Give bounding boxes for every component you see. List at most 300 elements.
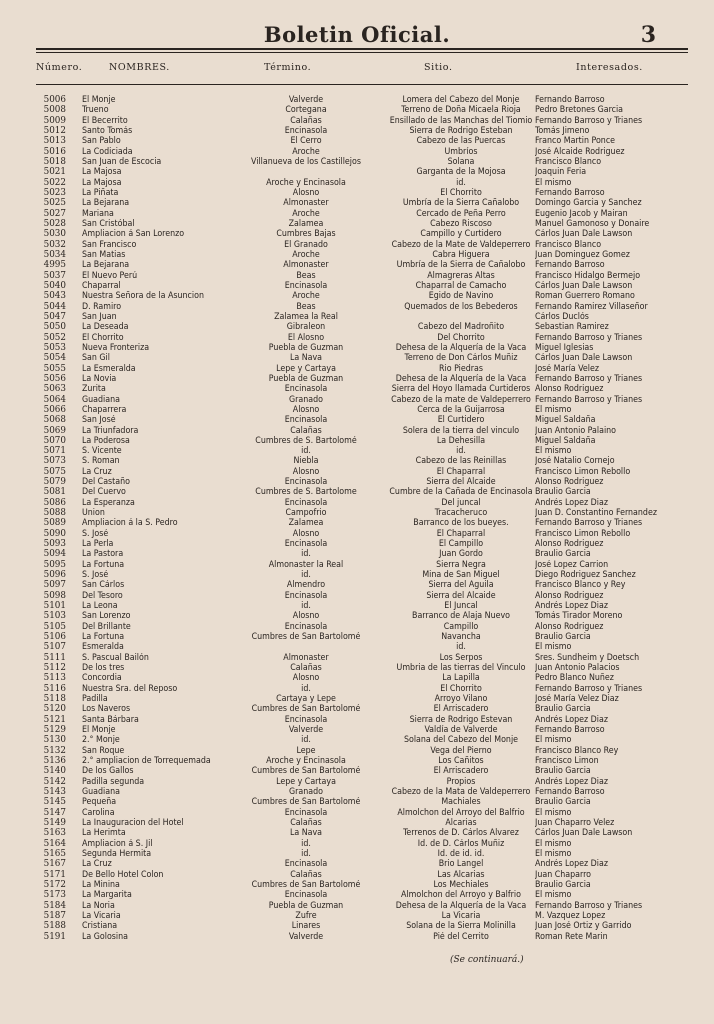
entry-number: 5094 (43, 549, 66, 560)
entry-name: De los tres (82, 663, 125, 674)
entry-interesado: Tomás Tirador Moreno (535, 611, 623, 622)
table-row (36, 271, 688, 281)
table-row (36, 126, 688, 136)
entry-sitio: Umbría de la Sierra de Cañalobo (396, 260, 526, 271)
entry-name: La Esmeralda (82, 363, 136, 374)
table-row (36, 467, 688, 477)
entry-sitio: El Campillo (438, 539, 484, 550)
entry-termino: Cumbres de San Bartolomé (251, 879, 361, 890)
entry-number: 5184 (43, 900, 66, 911)
entry-sitio: Cabezo de la mate de Valdeperrero (391, 394, 531, 405)
entry-termino: La Nava (289, 828, 323, 839)
header-termino: Término. (264, 62, 312, 73)
entry-interesado: Cárlos Juan Dale Lawson (535, 229, 633, 240)
entry-number: 5188 (43, 921, 66, 932)
entry-number: 5107 (43, 642, 66, 653)
entry-interesado: El mismo (535, 807, 572, 818)
entry-termino: Almonaster (283, 652, 329, 663)
entry-sitio: Cabezo de la Mate de Valdeperrero (391, 239, 531, 250)
entry-number: 4995 (43, 260, 66, 271)
entry-interesado: Braulio Garcia (535, 487, 591, 498)
entry-name: Mariana (82, 208, 114, 219)
entry-interesado: Francisco Limon Rebollo (535, 466, 631, 477)
entry-number: 5121 (43, 714, 66, 725)
entry-number: 5066 (43, 404, 66, 415)
entry-number: 5111 (43, 652, 66, 663)
entry-interesado: Miguel Iglesias (535, 342, 594, 353)
entry-number: 5034 (43, 249, 66, 260)
entry-number: 5106 (43, 632, 66, 643)
table-row (36, 529, 688, 539)
entry-name: Ampliacion á San Lorenzo (82, 229, 185, 240)
table-row (36, 240, 688, 250)
entry-interesado: M. Vazquez Lopez (535, 910, 606, 921)
entry-number: 5187 (43, 910, 66, 921)
entry-sitio: Almagreras Altas (427, 270, 495, 281)
entry-name: Nuestra Sra. del Reposo (82, 683, 178, 694)
entry-name: Esmeralda (82, 642, 124, 653)
entry-termino: Granado (289, 394, 323, 405)
entry-name: San José (82, 415, 116, 426)
entry-termino: Alosno (292, 187, 320, 198)
entry-interesado: Francisco Limon Rebollo (535, 528, 631, 539)
entry-name: La Majosa (82, 177, 122, 188)
entry-name: Nueva Fronteriza (82, 342, 150, 353)
entry-name: La Golosina (82, 931, 128, 942)
entry-name: La Margarita (82, 890, 132, 901)
entry-interesado: Fernando Barroso y Trianes (535, 394, 643, 405)
table-row (36, 178, 688, 188)
table-row (36, 653, 688, 663)
entry-interesado: Fernando Barroso y Trianes (535, 332, 643, 343)
entry-interesado: El mismo (535, 890, 572, 901)
entry-interesado: Fernando Barroso (535, 786, 605, 797)
entry-interesado: Andrés Lopez Diaz (535, 601, 608, 612)
entry-sitio: Cabezo del Madroñito (417, 322, 505, 333)
table-row (36, 932, 688, 942)
entry-number: 5086 (43, 497, 66, 508)
entry-name: La Vicaria (82, 910, 121, 921)
entry-name: Nuestra Señora de la Asuncion (82, 291, 204, 302)
table-row (36, 632, 688, 642)
table-row (36, 663, 688, 673)
entry-sitio: El Chaparral (436, 528, 486, 539)
entry-number: 5025 (43, 198, 66, 209)
entry-termino: Encinasola (284, 807, 328, 818)
entry-name: Santo Tomás (82, 125, 133, 136)
entry-interesado: El mismo (535, 177, 572, 188)
entry-termino: Aroche y Encinasola (266, 756, 346, 766)
table-row (36, 405, 688, 415)
entry-interesado: Juan Dominguez Gomez (535, 249, 630, 260)
entry-name: La Bejarana (82, 260, 130, 271)
table-row (36, 580, 688, 590)
table-row (36, 415, 688, 425)
top-rule (36, 48, 688, 50)
entry-name: La Fortuna (82, 559, 125, 570)
table-row (36, 777, 688, 787)
entry-name: El Becerrito (82, 115, 128, 126)
entry-name: La Minina (82, 879, 120, 890)
entry-termino: Almonaster (283, 198, 329, 209)
entry-interesado: Francisco Blanco (535, 156, 602, 167)
entry-sitio: Sierra del Hoyo llamada Curtideros (391, 384, 531, 395)
entry-name: Del Castaño (82, 477, 130, 488)
entry-sitio: Chaparral de Camacho (415, 280, 507, 291)
table-row (36, 198, 688, 208)
entry-name: S. Vicente (82, 446, 122, 457)
entry-name: S. Pascual Bailón (82, 652, 149, 663)
entry-sitio: Egido de Navino (428, 291, 494, 302)
entry-interesado: José María Velez (535, 363, 599, 374)
table-row (36, 384, 688, 394)
entry-number: 5044 (43, 301, 66, 312)
entry-termino: Cartaya y Lepe (276, 694, 336, 705)
entry-number: 5103 (43, 611, 66, 622)
entry-name: El Monje (82, 95, 116, 105)
entry-number: 5112 (43, 663, 66, 674)
entry-name: La Piñata (82, 187, 119, 198)
entry-sitio: Sierra del Alcaide (426, 590, 496, 601)
table-row (36, 890, 688, 900)
entry-name: San Cristóbal (82, 218, 135, 229)
header-interesados: Interesados. (576, 62, 643, 73)
entry-interesado: Sres. Sundheim y Doetsch (535, 652, 640, 663)
entry-sitio: Terreno de Doña Micaela Rioja (401, 105, 521, 116)
entry-interesado: Andrés Lopez Diaz (535, 776, 608, 787)
entry-name: San Pablo (82, 136, 121, 147)
entry-termino: Beas (296, 301, 316, 312)
entry-sitio: Rio Piedras (439, 363, 483, 374)
entry-termino: Aroche y Encinasola (266, 177, 346, 188)
entry-number: 5054 (43, 353, 66, 364)
entry-termino: Alosno (292, 404, 320, 415)
entry-interesado: Roman Guerrero Romano (535, 291, 635, 302)
entry-termino: Encinasola (284, 714, 328, 725)
entry-sitio: El Chorrito (440, 187, 482, 198)
entry-interesado: Braulio Garcia (535, 879, 591, 890)
entry-sitio: Terreno de Don Cárlos Muñiz (404, 353, 518, 364)
entry-interesado: Cárlos Duclós (535, 311, 589, 322)
entry-termino: Gibraleon (286, 322, 326, 333)
entry-name: Los Naveros (82, 704, 131, 715)
entry-termino: Encinasola (284, 539, 328, 550)
entry-interesado: Miguel Saldaña (535, 435, 596, 446)
entry-sitio: El Arriscadero (433, 704, 489, 715)
entry-name: Ampliacion á S. Jil (82, 838, 153, 849)
continued-note: (Se continuará.) (450, 955, 524, 965)
entry-interesado: Braulio Garcia (535, 549, 591, 560)
entry-sitio: Cercado de Peña Perro (416, 208, 506, 219)
table-row (36, 725, 688, 735)
entry-interesado: Domingo Garcia y Sanchez (535, 198, 642, 209)
page-title: Boletin Oficial. (263, 22, 451, 47)
entry-sitio: Garganta de la Mojosa (416, 167, 506, 178)
entry-name: De Bello Hotel Colon (82, 869, 164, 880)
entry-interesado: El mismo (535, 735, 572, 746)
table-row (36, 446, 688, 456)
entry-name: La Inauguracion del Hotel (82, 817, 184, 828)
entry-name: San Lorenzo (82, 611, 131, 622)
entry-termino: Almonaster la Real (268, 559, 344, 570)
entry-name: La Leona (82, 601, 118, 612)
entry-name: La Majosa (82, 167, 122, 178)
table-row (36, 343, 688, 353)
table-row (36, 260, 688, 270)
table-row (36, 291, 688, 301)
entry-interesado: Fernando Barroso y Trianes (535, 900, 643, 911)
entry-sitio: La Dehesilla (436, 435, 486, 446)
entry-number: 5090 (43, 528, 66, 539)
entry-termino: Valverde (288, 725, 324, 736)
entry-sitio: Vega del Pierno (430, 745, 492, 756)
entry-termino: Alosno (292, 528, 320, 539)
table-row (36, 601, 688, 611)
entry-sitio: Del Chorrito (437, 332, 485, 343)
table-row (36, 735, 688, 745)
entry-termino: Encinasola (284, 859, 328, 870)
entry-number: 5164 (43, 838, 66, 849)
entry-number: 5172 (43, 879, 66, 890)
table-row (36, 539, 688, 549)
entry-interesado: Roman Rete Marin (535, 931, 608, 942)
table-row (36, 219, 688, 229)
entry-number: 5047 (43, 311, 66, 322)
entry-number: 5032 (43, 239, 66, 250)
entry-sitio: Umbría de la Sierra Cañalobo (402, 198, 520, 209)
table-row (36, 188, 688, 198)
table-row (36, 518, 688, 528)
table-row (36, 684, 688, 694)
entry-termino: Zalamea la Real (274, 311, 338, 322)
entry-interesado: Alonso Rodriguez (535, 384, 604, 395)
entry-termino: Cumbres de S. Bartolomé (255, 435, 357, 446)
header-numero: Número. (36, 62, 83, 73)
entry-sitio: Brio Langel (438, 859, 484, 870)
entry-termino: id. (301, 570, 311, 581)
entry-interesado: Cárlos Juan Dale Lawson (535, 353, 633, 364)
table-row (36, 95, 688, 105)
entry-number: 5064 (43, 394, 66, 405)
table-row (36, 849, 688, 859)
entry-sitio: Lomera del Cabezo del Monje (402, 95, 520, 105)
entry-number: 5012 (43, 125, 66, 136)
entry-sitio: Valdía de Valverde (424, 725, 498, 736)
entry-name: Del Tesoro (82, 590, 123, 601)
entry-number: 5063 (43, 384, 66, 395)
entry-termino: Alosno (292, 611, 320, 622)
entry-interesado: Tomás Jimeno (535, 125, 590, 136)
entry-interesado: José Natalio Cornejo (535, 456, 615, 467)
table-row (36, 694, 688, 704)
table-row (36, 704, 688, 714)
entry-sitio: Solana de la Sierra Molinilla (406, 921, 516, 932)
entry-interesado: Braulio Garcia (535, 797, 591, 808)
entry-sitio: Solana del Cabezo del Monje (403, 735, 519, 746)
entry-interesado: Fernando Barroso y Trianes (535, 373, 643, 384)
entry-termino: Zufre (295, 910, 317, 921)
entry-interesado: Joaquin Feria (535, 167, 587, 178)
entry-termino: Niebla (293, 456, 319, 467)
entry-sitio: El Chorrito (440, 683, 482, 694)
entry-sitio: Mina de San Miguel (422, 570, 500, 581)
entry-number: 5073 (43, 456, 66, 467)
entry-sitio: Almolchon del Arroyo del Balfrio (397, 807, 525, 818)
entry-sitio: Sierra del Alcaide (426, 477, 496, 488)
page-number: 3 (640, 22, 656, 48)
entry-sitio: Barranco de los bueyes. (413, 518, 509, 529)
entry-sitio: Navancha (441, 632, 481, 643)
entry-name: La Fortuna (82, 632, 125, 643)
entry-sitio: Sierra de Rodrigo Esteban (409, 125, 513, 136)
entry-number: 5136 (43, 756, 66, 766)
entry-interesado: El mismo (535, 446, 572, 457)
entry-number: 5008 (43, 105, 66, 116)
entry-number: 5130 (43, 735, 66, 746)
entry-number: 5145 (43, 797, 66, 808)
entry-interesado: Fernando Barroso (535, 187, 605, 198)
entry-termino: Puebla de Guzman (268, 900, 344, 911)
entry-sitio: El Chaparral (436, 466, 486, 477)
entry-termino: Encinasola (284, 415, 328, 426)
entry-name: La Cruz (82, 859, 112, 870)
entry-interesado: Andrés Lopez Diaz (535, 497, 608, 508)
entry-name: 2.° ampliacion de Torrequemada (82, 756, 211, 766)
entry-sitio: Solera de la tierra del vinculo (402, 425, 520, 436)
entry-name: 2.° Monje (82, 735, 120, 746)
entry-termino: Linares (291, 921, 321, 932)
entry-sitio: Barranco de Alaja Nuevo (412, 611, 510, 622)
entry-interesado: Pedro Blanco Nuñez (535, 673, 614, 684)
entry-termino: id. (301, 601, 311, 612)
entry-number: 5120 (43, 704, 66, 715)
entry-termino: Zalamea (288, 218, 324, 229)
entry-number: 5089 (43, 518, 66, 529)
entry-number: 5055 (43, 363, 66, 374)
entry-name: La Poderosa (82, 435, 130, 446)
entry-number: 5027 (43, 208, 66, 219)
table-row (36, 209, 688, 219)
entry-number: 5079 (43, 477, 66, 488)
entry-interesado: Eugenio Jacob y Mairan (535, 208, 628, 219)
table-row (36, 302, 688, 312)
table-row (36, 870, 688, 880)
entry-sitio: Umbria de las tierras del Vinculo (396, 663, 526, 674)
entry-termino: Cortegana (285, 105, 327, 116)
entry-interesado: Juan D. Constantino Fernandez (535, 508, 657, 519)
entry-number: 5021 (43, 167, 66, 178)
entry-interesado: José María Velez Diaz (535, 694, 619, 705)
entry-number: 5028 (43, 218, 66, 229)
entry-name: D. Ramiro (82, 301, 122, 312)
entry-number: 5140 (43, 766, 66, 777)
entry-termino: Encinasola (284, 280, 328, 291)
entry-termino: La Nava (289, 353, 323, 364)
entry-name: La Codiciada (82, 146, 133, 157)
entry-termino: Encinasola (284, 497, 328, 508)
entry-number: 5088 (43, 508, 66, 519)
table-row (36, 250, 688, 260)
entry-number: 5096 (43, 570, 66, 581)
entry-name: Chaparral (82, 280, 121, 291)
table-row (36, 880, 688, 890)
entry-termino: Puebla de Guzman (268, 373, 344, 384)
entry-number: 5167 (43, 859, 66, 870)
entry-interesado: Sebastian Ramirez (535, 322, 609, 333)
entry-name: La Triunfadora (82, 425, 139, 436)
entry-termino: Aroche (292, 208, 320, 219)
entry-termino: Almonaster (283, 260, 329, 271)
entry-interesado: Manuel Gamonoso y Donaire (535, 218, 650, 229)
entry-interesado: El mismo (535, 404, 572, 415)
table-row (36, 333, 688, 343)
entry-termino: Cumbres Bajas (276, 229, 336, 240)
entry-sitio: Cerca de la Guijarrosa (417, 404, 505, 415)
entry-interesado: Fernando Barroso (535, 725, 605, 736)
entry-sitio: Cabezo de la Mata de Valdeperrero (391, 786, 531, 797)
entry-interesado: Francisco Hidalgo Bermejo (535, 270, 641, 281)
entry-number: 5163 (43, 828, 66, 839)
entry-number: 5142 (43, 776, 66, 787)
entry-interesado: Cárlos Juan Dale Lawson (535, 828, 633, 839)
entry-sitio: Campillo y Curtidero (420, 229, 502, 240)
table-row (36, 549, 688, 559)
entry-termino: Granado (289, 786, 323, 797)
entry-termino: Calañas (290, 425, 322, 436)
entry-termino: Cumbres de San Bartolomé (251, 632, 361, 643)
table-row (36, 487, 688, 497)
entry-name: Del Brillante (82, 621, 131, 632)
entry-name: San Matias (82, 249, 126, 260)
entry-interesado: José Alcaide Rodriguez (535, 146, 625, 157)
table-row (36, 859, 688, 869)
header-rule (36, 84, 688, 85)
entry-sitio: Umbríos (444, 146, 478, 157)
entry-termino: Zalamea (288, 518, 324, 529)
entry-name: Pequeña (82, 797, 117, 808)
entry-termino: Calañas (290, 869, 322, 880)
table-row (36, 322, 688, 332)
entry-number: 5068 (43, 415, 66, 426)
table-row (36, 818, 688, 828)
entry-number: 5191 (43, 931, 66, 942)
entry-termino: El Granado (284, 239, 328, 250)
entry-sitio: Dehesa de la Alquería de la Vaca (395, 373, 527, 384)
entry-interesado: Pedro Bretones Garcia (535, 105, 624, 116)
entry-sitio: Cumbre de la Cañada de Encinasola (389, 487, 533, 498)
entry-termino: Calañas (290, 817, 322, 828)
entry-termino: Cumbres de San Bartolomé (251, 766, 361, 777)
entry-name: Concordia (82, 673, 122, 684)
table-row (36, 374, 688, 384)
entry-name: La Cruz (82, 466, 112, 477)
entry-number: 5069 (43, 425, 66, 436)
entry-interesado: Fernando Barroso y Trianes (535, 683, 643, 694)
entry-interesado: Juan Chaparro Velez (535, 817, 615, 828)
header-nombres: NOMBRES. (109, 62, 170, 73)
entry-interesado: Alonso Rodriguez (535, 621, 604, 632)
table-row (36, 839, 688, 849)
entry-name: Guadiana (82, 394, 120, 405)
entry-sitio: Campillo (443, 621, 479, 632)
entry-sitio: Los Cañitos (438, 756, 484, 766)
entry-name: La Pastora (82, 549, 124, 560)
table-row (36, 715, 688, 725)
entry-number: 5147 (43, 807, 66, 818)
entry-name: San Francisco (82, 239, 137, 250)
entry-number: 5056 (43, 373, 66, 384)
table-row (36, 766, 688, 776)
